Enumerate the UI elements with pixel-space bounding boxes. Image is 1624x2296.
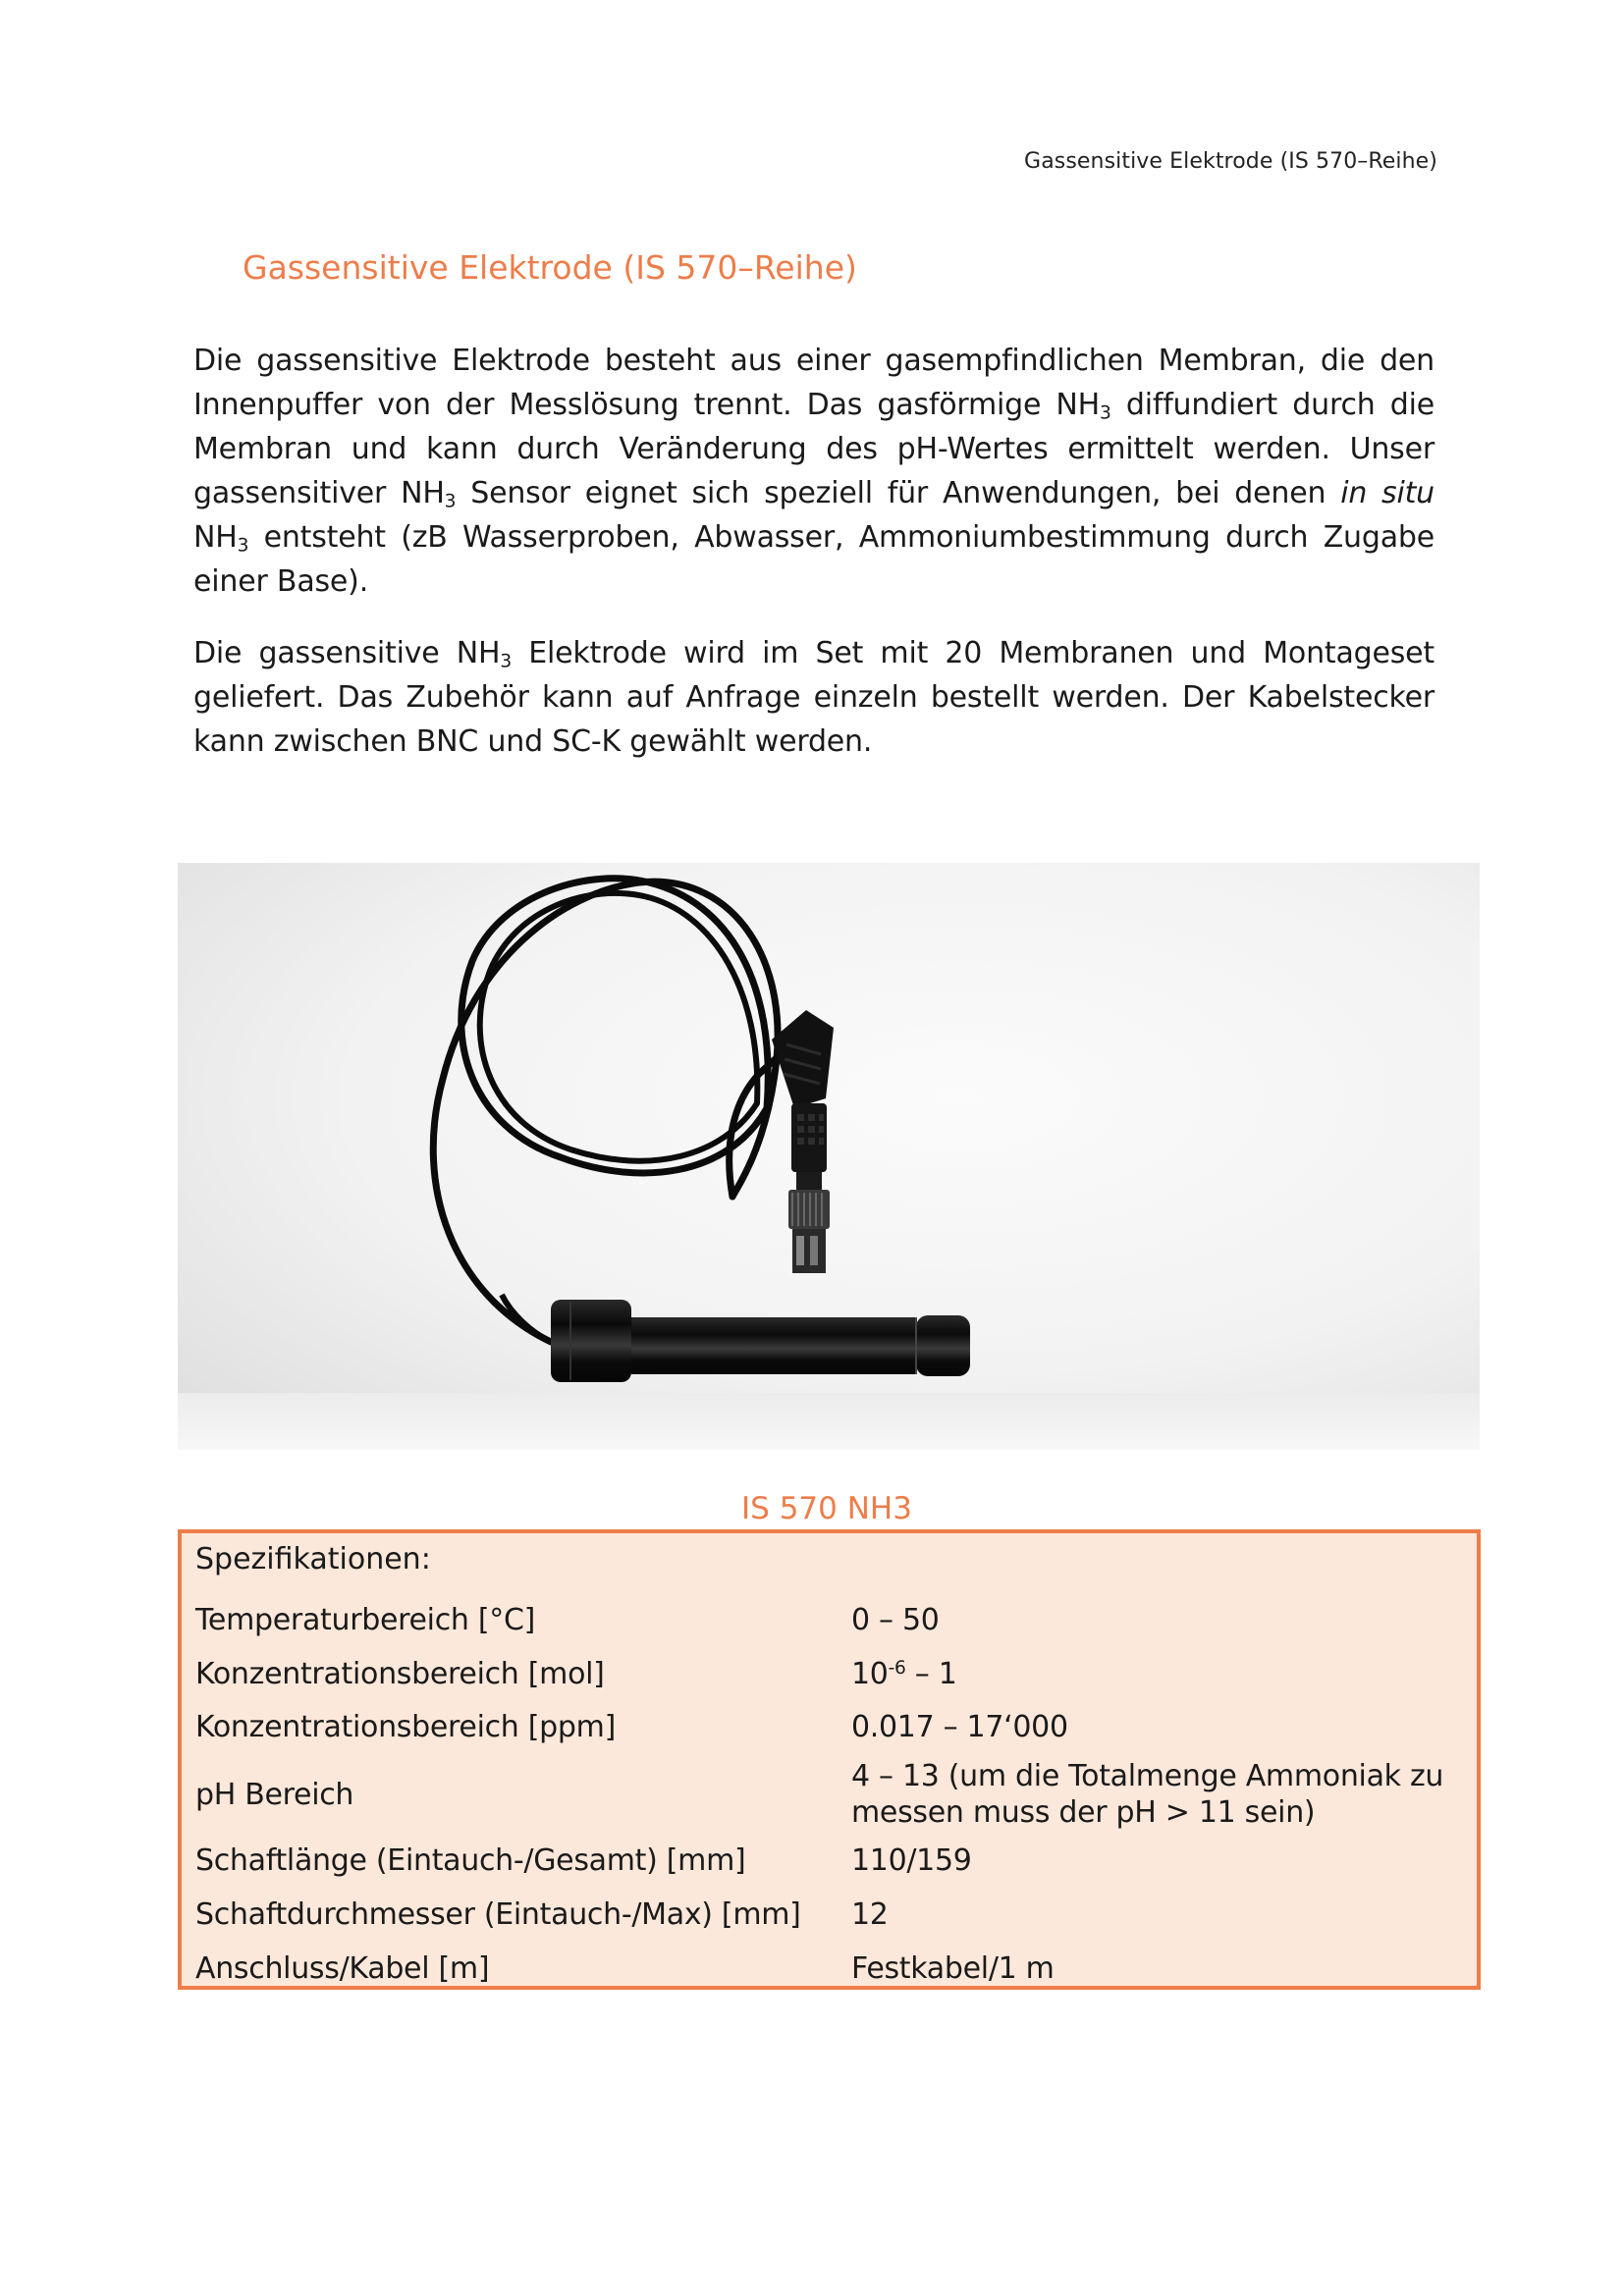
spec-label: Temperaturbereich [°C] [195,1603,536,1637]
spec-value: 110/159 [851,1843,972,1878]
spec-value: Festkabel/1 m [851,1951,1055,1986]
value-base: 10 [851,1657,889,1691]
spec-label: Konzentrationsbereich [ppm] [195,1710,616,1744]
spec-value: 0.017 – 17‘000 [851,1710,1068,1744]
value-rest: – 1 [905,1657,957,1691]
text-span: Die gassensitive NH [193,636,501,670]
description-paragraph-2 [193,631,1435,764]
bnc-connector-icon [772,1010,834,1273]
italic-term: in situ [1340,476,1435,510]
spec-value: 0 – 50 [851,1603,940,1637]
subscript: 3 [1100,402,1111,424]
table-row [195,1842,1467,1880]
table-row [195,1950,1467,1988]
table-row [195,1602,1467,1639]
electrode-body-icon [502,1295,970,1382]
specifications-heading: Spezifikationen: [195,1542,431,1576]
value-exponent: -6 [888,1657,906,1679]
subscript: 3 [500,651,512,672]
subscript: 3 [444,491,457,512]
text-span: Elektrode wird im Set mit 20 Membranen und Montageset geliefert. Das Zubehör kann auf Anfrage einzeln bestellt werden. Der Kabelstecker kann zwischen BNC und SC-K gewählt werden. [193,636,1435,759]
section-title: Gassensitive Elektrode (IS 570–Reihe) [243,248,857,287]
product-photo [178,863,1480,1450]
text-span: entsteht (zB Wasserproben, Abwasser, Ammoniumbestimmung durch Zugabe einer Base). [193,520,1435,599]
table-row [195,1709,1467,1746]
specifications-table [178,1529,1481,1990]
table-caption: IS 570 NH3 [741,1491,912,1526]
description-paragraph-1 [193,339,1435,604]
text-span: diffundiert durch die Membran und kann durch Veränderung des pH-Wertes ermittelt werden. Unser gassensitiver NH [193,388,1435,510]
spec-label: Schaftlänge (Eintauch-/Gesamt) [mm] [195,1843,746,1878]
spec-value: 12 [851,1897,889,1932]
text-span: Sensor eignet sich speziell für Anwendungen, bei denen [456,476,1341,510]
photo-floor [178,1393,1480,1450]
table-row [195,1656,1467,1693]
spec-label: Anschluss/Kabel [m] [195,1951,490,1986]
table-row [195,1896,1467,1934]
spec-value [851,1656,1467,1693]
table-row [195,1757,1467,1832]
spec-value: 4 – 13 (um die Totalmenge Ammoniak zu messen muss der pH > 11 sein) [851,1759,1444,1830]
running-header: Gassensitive Elektrode (IS 570–Reihe) [1024,149,1437,174]
spec-label: pH Bereich [195,1777,354,1812]
spec-label: Schaftdurchmesser (Eintauch-/Max) [mm] [195,1897,801,1932]
subscript: 3 [237,535,249,557]
spec-label: Konzentrationsbereich [mol] [195,1657,605,1691]
cable-icon [433,879,791,1342]
text-span: Die gassensitive Elektrode besteht aus einer gasempfindlichen Membran, die den Innenpuffer von der Messlösung trennt. Das gasförmige NH [193,344,1435,422]
electrode-illustration [178,863,1480,1450]
text-span: NH [193,520,238,555]
